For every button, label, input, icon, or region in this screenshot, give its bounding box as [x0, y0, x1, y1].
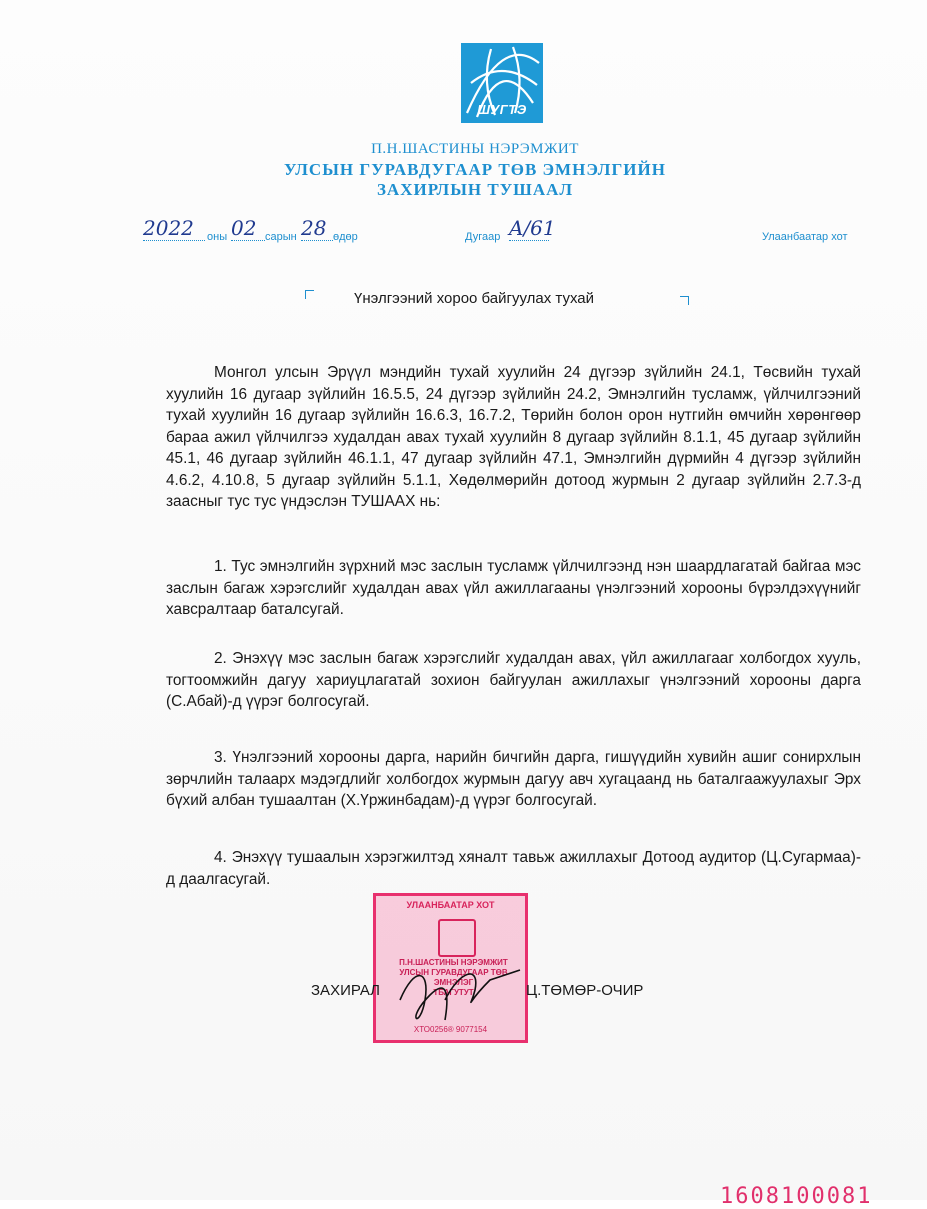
clause-1: 1. Тус эмнэлгийн зүрхний мэс заслын тусламж үйлчилгээнд нэн шаардлагатай байгаа мэс заслын багаж хэрэгслийг худалдан авах үйл ажиллагааны үнэлгээний хорооны бүрэлдэхүүнийг хавсралтаар баталсугай. — [166, 558, 861, 618]
hospital-logo — [461, 43, 543, 123]
handwritten-day: 28 — [301, 216, 333, 241]
signatory-name: Ц.ТӨМӨР-ОЧИР — [526, 982, 644, 999]
header-line-2: УЛСЫН ГУРАВДУГААР ТӨВ ЭМНЭЛГИЙН — [284, 160, 666, 179]
month-label: сарын — [265, 231, 297, 243]
dateline — [143, 216, 863, 252]
serial-number: 1608100081 — [720, 1184, 873, 1209]
stamp-top-text: УЛААНБААТАР ХОТ — [406, 900, 495, 910]
stamp-number: ХТО0256® 9077154 — [413, 1025, 488, 1034]
handwritten-month: 02 — [231, 216, 265, 241]
preamble-paragraph: Монгол улсын Эрүүл мэндийн тухай хуулийн 24 дүгээр зүйлийн 24.1, Төсвийн тухай хуулийн 16 дугаар зүйлийн 16.5.5, 24 дүгээр зүйлийн 24.2, Эмнэлгийн тусламж, үйлчилгээний тухай хуулийн 16 дугаар зүйлийн 16.6.3, 16.7.2, Төрийн болон орон нутгийн өмчийн хөрөнгөөр бараа ажил үйлчилгээ худалдан авах тухай хуулийн 8 дугаар зүйлийн 8.1.1, 45 дугаар зүйлийн 45.1, 46 дугаар зүйлийн 46.1.1, 47 дугаар зүйлийн 47.1, Эмнэлгийн дүрмийн 4 дүгээр зүйлийн 4.6.2, 4.10.8, 5 дугаар зүйлийн 5.1.1, Хөдөлмөрийн дотоод журмын 2 дугаар зүйлийн 2.7.3-д заасныг тус тус үндэслэн ТУШААХ нь: — [166, 364, 861, 510]
header-line-1: П.Н.ШАСТИНЫ НЭРЭМЖИТ — [371, 141, 579, 157]
year-label: оны — [207, 231, 228, 243]
clause-3: 3. Үнэлгээний хорооны дарга, нарийн бичгийн дарга, гишүүдийн хувийн ашиг сонирхлын зөрчлийн талаарх мэдэгдлийг холбогдох журмын дагуу авч хугацаанд нь баталгаажуулахыг Эрх бүхий албан тушаалтан (Х.Үржинбадам)-д үүрэг болгосугай. — [166, 749, 861, 809]
clause-2: 2. Энэхүү мэс заслын багаж хэрэгслийг худалдан авах, үйл ажиллагааг холбогдох хууль, тогтоомжийн дагуу хариуцлагатай зохион байгуулан ажиллахыг үнэлгээний хорооны дарга (С.Абай)-д үүрэг болгосугай. — [166, 650, 861, 710]
handwritten-year: 2022 — [143, 216, 205, 241]
handwritten-number: A/61 — [509, 216, 556, 240]
header-line-3: ЗАХИРЛЫН ТУШААЛ — [376, 180, 574, 199]
stamp-logo-icon — [438, 919, 476, 957]
subject-title: Үнэлгээний хороо байгуулах тухай — [354, 290, 595, 307]
logo-text: ШУГТЭ — [477, 102, 527, 117]
city-label: Улаанбаатар хот — [762, 231, 848, 243]
clause-4: 4. Энэхүү тушаалын хэрэгжилтэд хяналт тавьж ажиллахыг Дотоод аудитор (Ц.Сугармаа)-д даалгасугай. — [166, 849, 861, 888]
handwritten-signature-icon — [390, 960, 530, 1040]
number-label: Дугаар — [465, 231, 501, 243]
stamp-text: П.Н.ШАСТИНЫ НЭРЭМЖИТ УЛСЫН ГУРАВДУГААР ТӨВ ЭМНЭЛЭГ ТБАГУТУТ — [399, 958, 508, 997]
day-label: өдөр — [333, 231, 358, 243]
signature-title: ЗАХИРАЛ — [311, 982, 381, 999]
subject-corner-left — [305, 290, 314, 299]
